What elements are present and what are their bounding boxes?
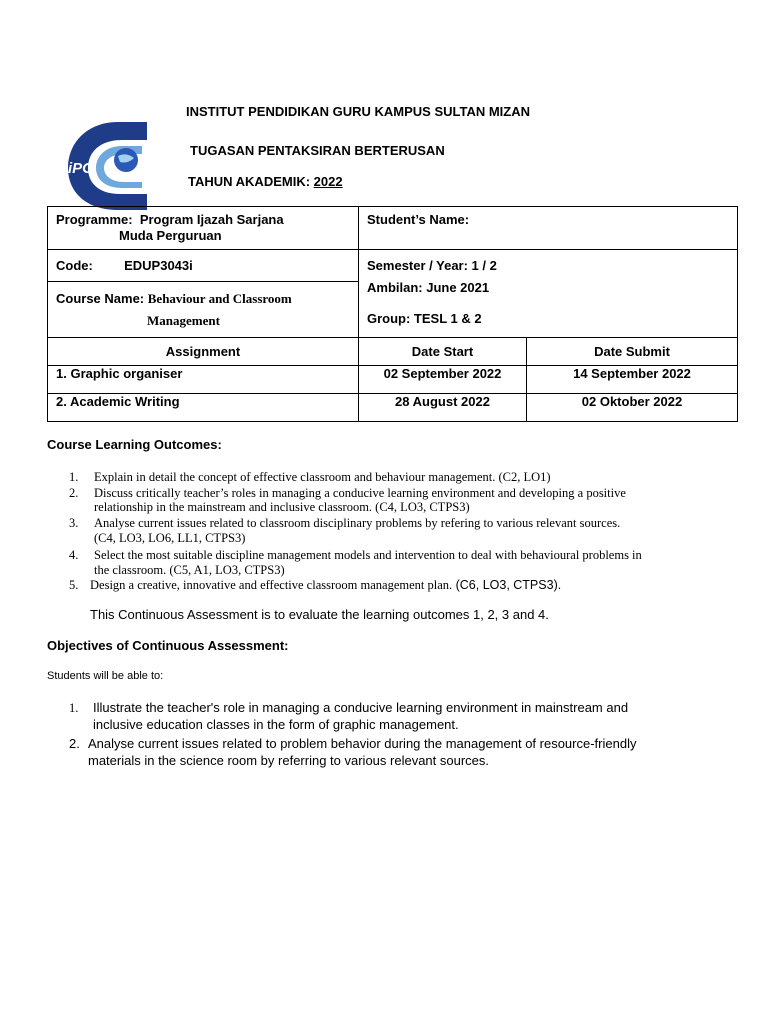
assignment-cell: 2. Academic Writing xyxy=(48,394,359,422)
objectives-title: Objectives of Continuous Assessment: xyxy=(47,638,289,653)
ipg-logo xyxy=(62,118,154,214)
objectives-list xyxy=(69,699,749,771)
list-item: 2. Analyse current issues related to problem behavior during the management of resource-friendly materials in the science room by referring to various relevant sources. xyxy=(69,736,637,768)
table-row xyxy=(48,394,738,422)
objectives-intro: Students will be able to: xyxy=(47,670,164,682)
code-cell xyxy=(48,250,359,282)
ambilan: Ambilan: June 2021 xyxy=(367,280,490,295)
col-date-submit-header: Date Submit xyxy=(527,338,738,366)
student-name-label: Student’s Name: xyxy=(367,212,470,227)
clo-title: Course Learning Outcomes: xyxy=(47,437,222,452)
student-name-cell xyxy=(359,207,738,250)
course-name-label: Course Name: xyxy=(56,291,145,306)
table-row xyxy=(48,366,738,394)
academic-year-label: TAHUN AKADEMIK: xyxy=(188,174,314,189)
task-title: TUGASAN PENTAKSIRAN BERTERUSAN xyxy=(190,143,445,158)
clo-list: 1. Explain in detail the concept of effective classroom and behaviour management. (C2, LO1) 2. Discuss critically teacher’s roles in managing a conducive learning environment and developing a positive relationship in the mainstream and inclusive classroom. (C4, LO3, CTPS3) 3. Analyse current issues related to classroom disciplinary problems by refering to various relevant sources. (C4, LO3, LO6, LL1, CTPS3) 4. Select the most suitable discipline management models and intervention to deal with behavioural problems in the classroom. (C5, A1, LO3, CTPS3) 5. Design a creative, innovative and effective classroom management plan. (C6, LO3, CTPS3). xyxy=(69,470,642,592)
semester-year: Semester / Year: 1 / 2 xyxy=(367,258,497,273)
date-submit-cell: 02 Oktober 2022 xyxy=(527,394,738,422)
date-start-cell: 28 August 2022 xyxy=(359,394,527,422)
date-submit-cell: 14 September 2022 xyxy=(527,366,738,394)
institute-name: INSTITUT PENDIDIKAN GURU KAMPUS SULTAN MIZAN xyxy=(186,104,531,119)
academic-year xyxy=(188,174,343,189)
course-name-cell xyxy=(48,282,359,338)
col-assignment-header: Assignment xyxy=(48,338,359,366)
group: Group: TESL 1 & 2 xyxy=(367,311,482,326)
col-date-start-header: Date Start xyxy=(359,338,527,366)
programme-value-line2: Muda Perguruan xyxy=(119,228,222,243)
logo-text: iPG xyxy=(68,160,94,177)
programme-label: Programme: xyxy=(56,212,133,227)
course-name-value-line1: Behaviour and Classroom xyxy=(147,291,292,306)
semester-cell xyxy=(359,250,738,338)
clo-note: This Continuous Assessment is to evaluate the learning outcomes 1, 2, 3 and 4. xyxy=(90,607,549,622)
course-name-value-line2: Management xyxy=(147,313,220,328)
code-value: EDUP3043i xyxy=(124,258,193,273)
list-item: 1. Illustrate the teacher's role in managing a conducive learning environment in mainstream and inclusive education classes in the form of graphic management. xyxy=(69,700,629,732)
academic-year-value: 2022 xyxy=(313,174,343,189)
code-label: Code: xyxy=(56,258,93,273)
assignment-cell: 1. Graphic organiser xyxy=(48,366,359,394)
course-info-table xyxy=(47,206,738,422)
date-start-cell: 02 September 2022 xyxy=(359,366,527,394)
programme-value-line1: Program Ijazah Sarjana xyxy=(139,212,284,227)
programme-cell xyxy=(48,207,359,250)
